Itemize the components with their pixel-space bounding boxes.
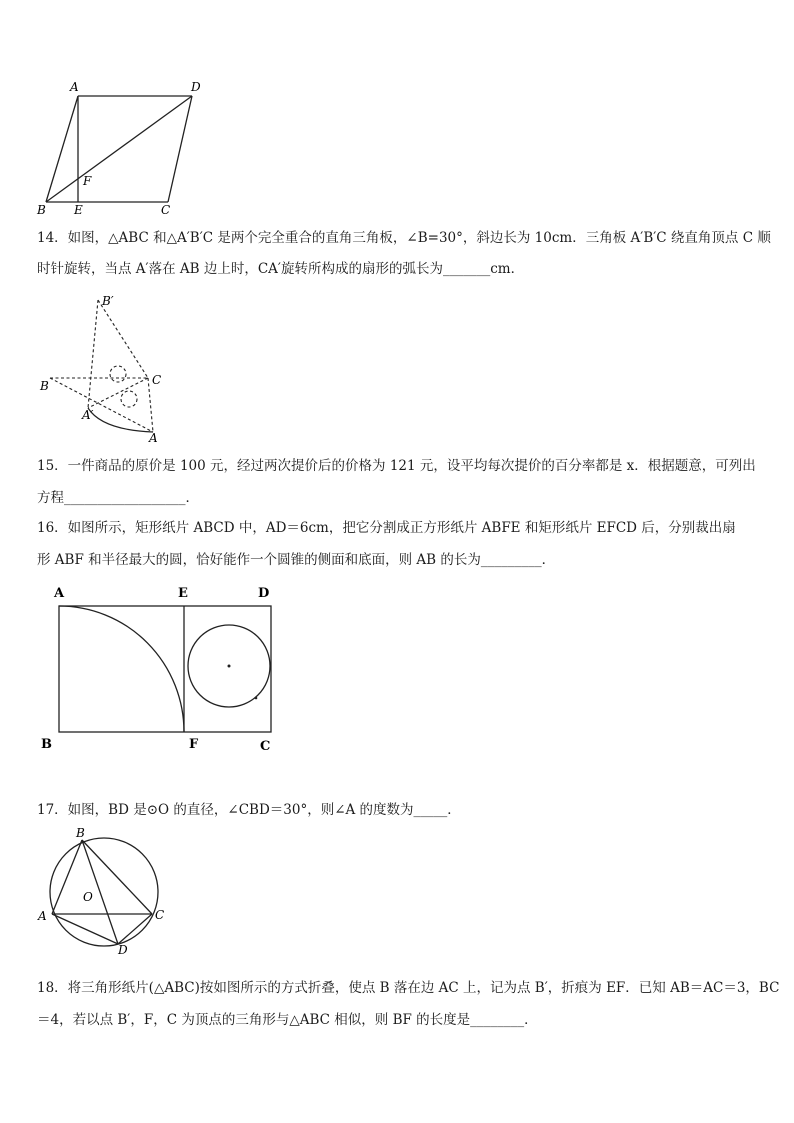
q15-line2: 方程__________________．	[37, 490, 199, 506]
figure-rotated-triangles	[36, 292, 176, 444]
figure-rectangle-cone	[36, 582, 286, 756]
label-f: F	[189, 737, 199, 752]
label-a-prime: A′	[82, 408, 94, 422]
q15-line1: 15．一件商品的原价是 100 元，经过两次提价后的价格为 121 元，设平均每次提价的百分率都是 x．根据题意，可列出	[37, 458, 756, 474]
q14-line2: 时针旋转，当点 A′落在 AB 边上时，CA′旋转所构成的扇形的弧长为_______cm．	[37, 261, 525, 277]
arc-ca	[88, 408, 153, 432]
arc-bf-sector	[59, 606, 184, 732]
label-o: O	[83, 890, 93, 904]
edge-dc	[168, 96, 192, 202]
q18-line2: ＝4，若以点 B′，F，C 为顶点的三角形与△ABC 相似，则 BF 的长度是________．	[37, 1012, 538, 1028]
circle-o	[50, 838, 158, 946]
label-e: E	[74, 203, 83, 217]
label-a: A	[38, 909, 47, 923]
label-d: D	[258, 586, 270, 601]
q17-line1: 17．如图，BD 是⊙O 的直径，∠CBD＝30°，则∠A 的度数为_____．	[37, 802, 461, 818]
label-a: A	[54, 586, 65, 601]
rectangle-abcd	[59, 606, 271, 732]
label-d: D	[191, 80, 201, 94]
label-a: A	[70, 80, 79, 94]
label-a: A	[149, 431, 158, 444]
label-c: C	[155, 908, 165, 922]
label-b: B	[40, 379, 49, 393]
q18-line1: 18．将三角形纸片(△ABC)按如图所示的方式折叠，使点 B 落在边 AC 上，记为点 B′，折痕为 EF．已知 AB＝AC＝3，BC	[37, 980, 780, 996]
label-d: D	[118, 943, 128, 956]
label-b: B	[76, 828, 85, 840]
label-c: C	[260, 739, 271, 754]
label-e: E	[178, 586, 188, 601]
label-c: C	[161, 203, 171, 217]
label-b: B	[41, 737, 52, 752]
q16-line2: 形 ABF 和半径最大的圆，恰好能作一个圆锥的侧面和底面，则 AB 的长为_________．	[37, 552, 556, 568]
edge-ab	[46, 96, 78, 202]
q16-line1: 16．如图所示，矩形纸片 ABCD 中，AD＝6cm，把它分割成正方形纸片 ABFE 和矩形纸片 EFCD 后，分别裁出扇	[37, 520, 736, 536]
label-c: C	[152, 373, 162, 387]
label-b-prime: B′	[102, 294, 114, 308]
label-f: F	[83, 174, 92, 188]
figure-circle-o	[36, 828, 172, 956]
segment-bd	[46, 96, 192, 202]
q14-line1: 14．如图，△ABC 和△A′B′C 是两个完全重合的直角三角板，∠B=30°，斜边长为 10cm．三角板 A′B′C 绕直角顶点 C 顺	[37, 230, 771, 246]
label-b: B	[37, 203, 46, 217]
figure-parallelogram	[30, 74, 210, 220]
